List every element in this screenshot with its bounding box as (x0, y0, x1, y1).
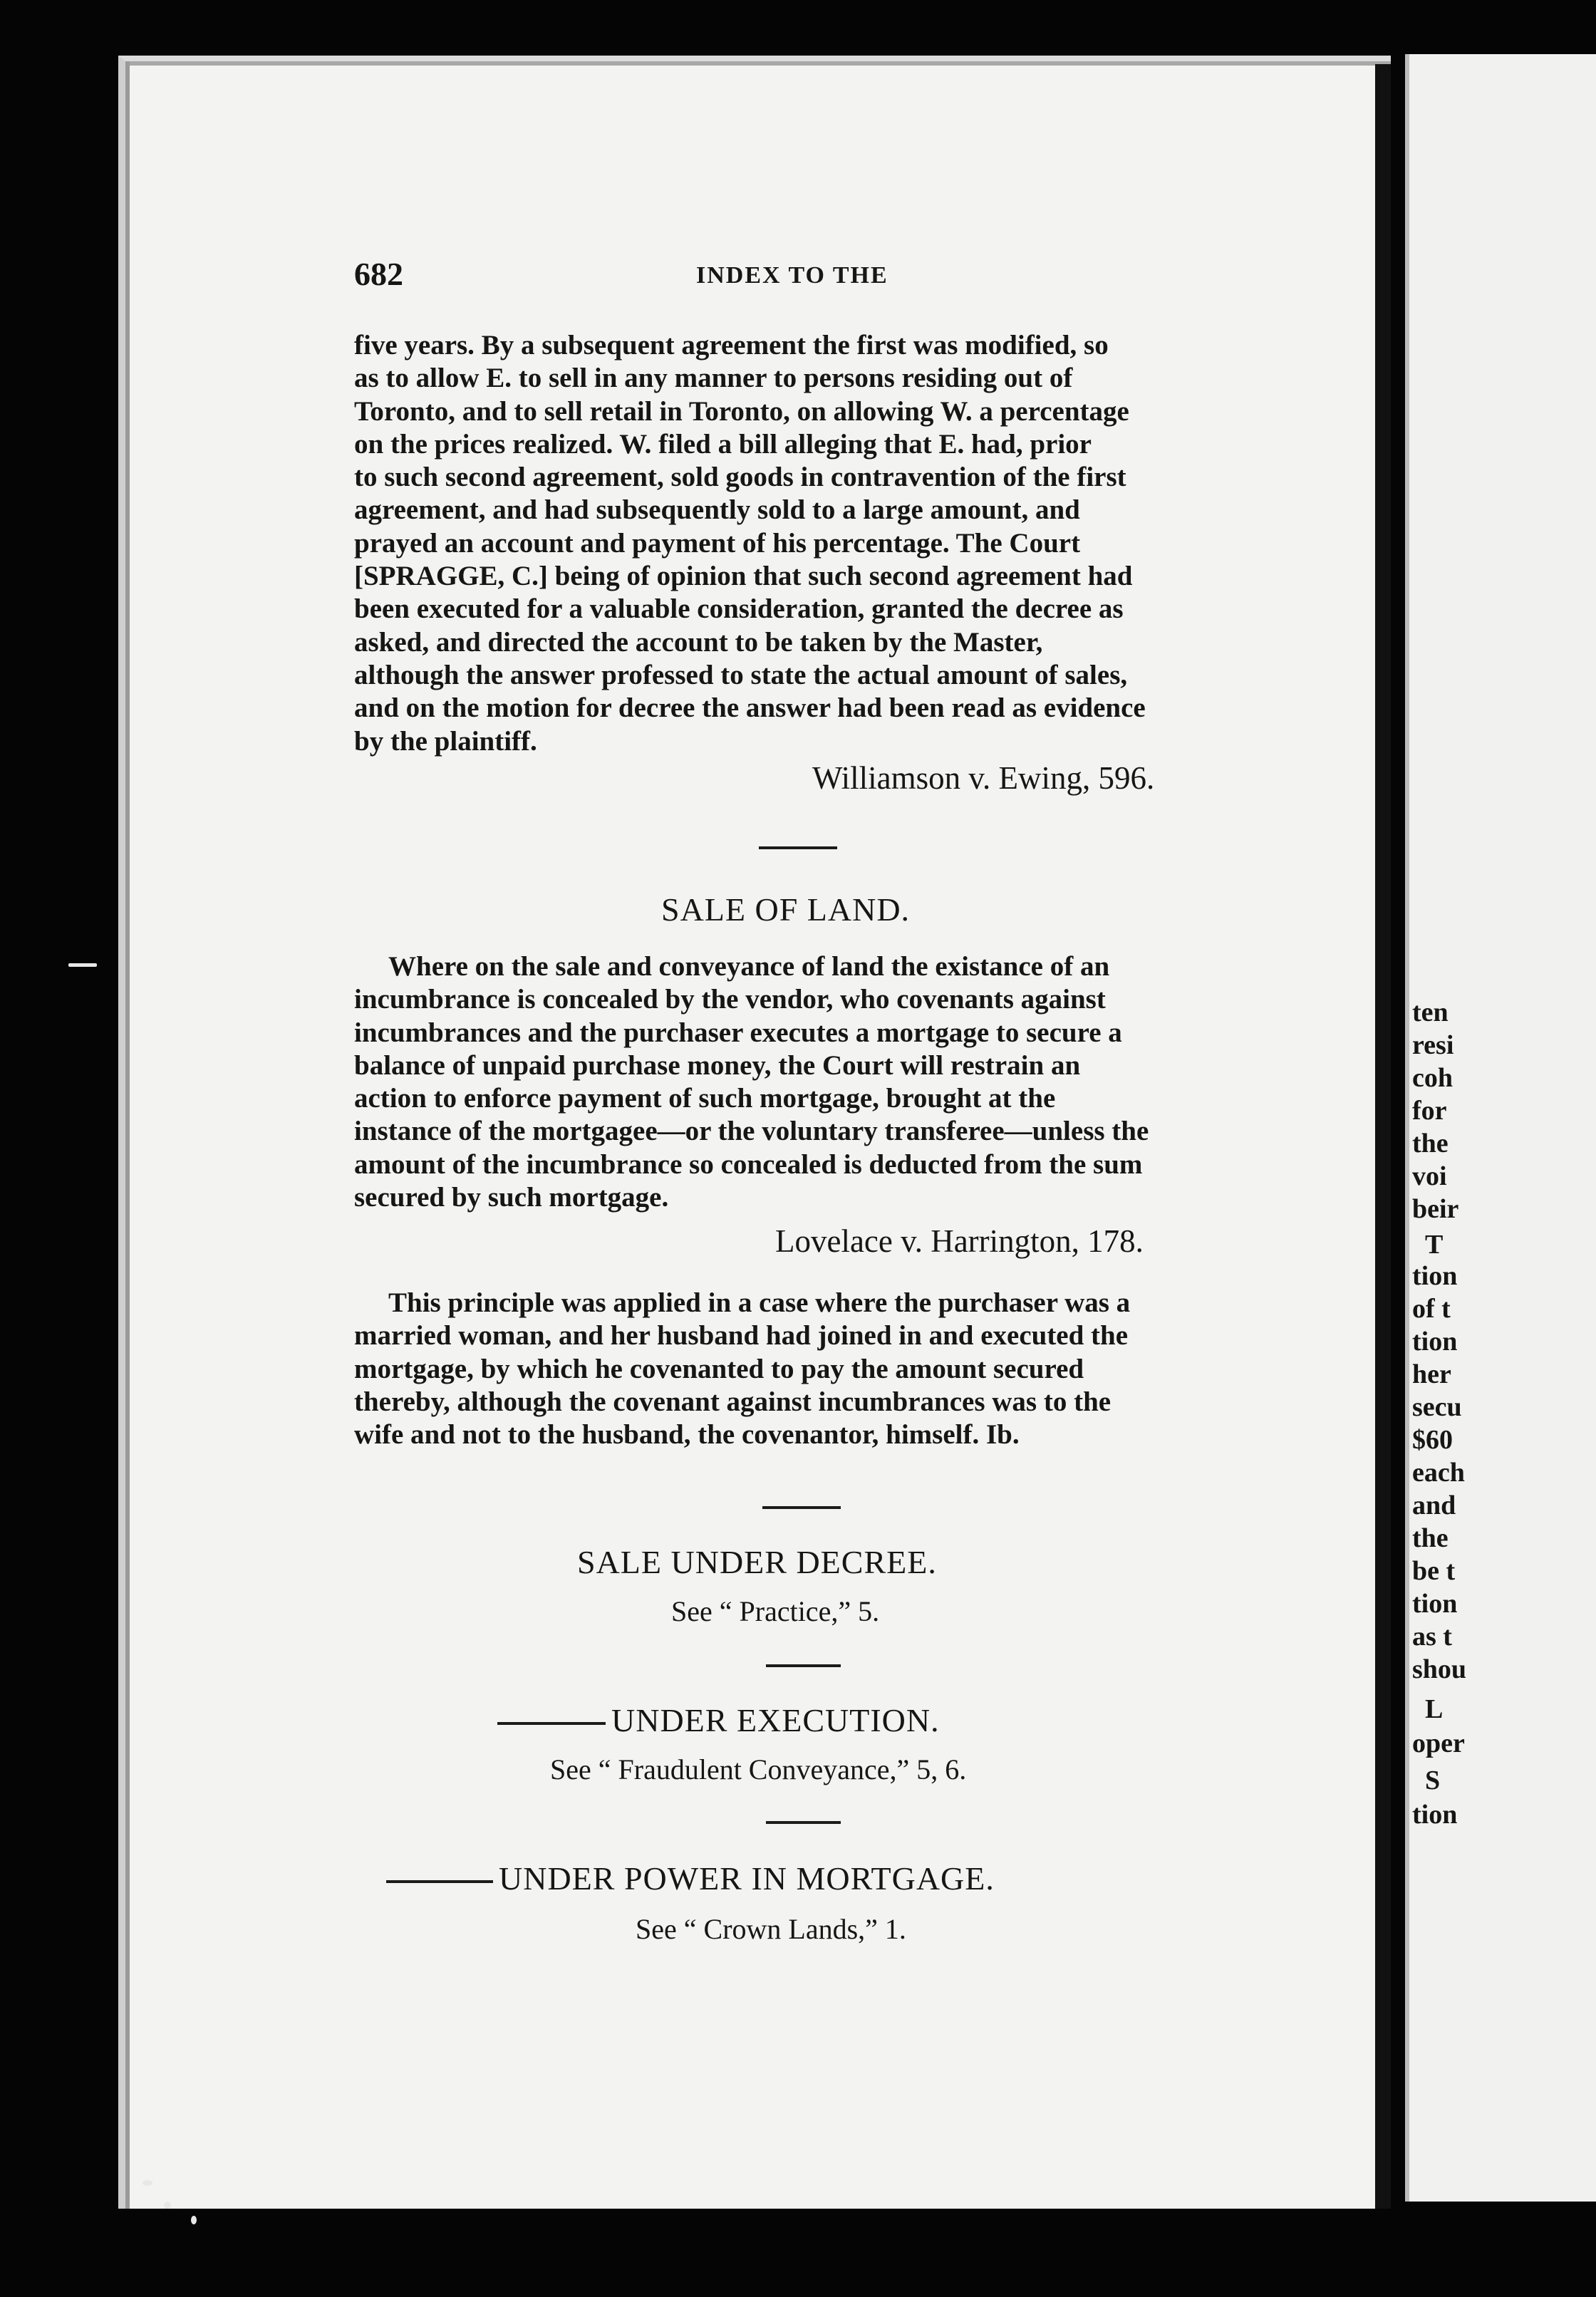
intro-line: as to allow E. to sell in any manner to persons residing out of (354, 363, 1073, 394)
facing-page-fragment: oper (1412, 1728, 1465, 1758)
paragraph-line: This principle was applied in a case where the purchaser was a (388, 1287, 1131, 1318)
heading-under-power-in-mortgage (386, 1860, 995, 1897)
facing-page-fragment: shou (1412, 1654, 1467, 1684)
sale-of-land-paragraph-1 (354, 950, 1245, 1214)
facing-page-fragment: the (1412, 1129, 1449, 1158)
heading-text: UNDER EXECUTION. (611, 1702, 940, 1738)
scan-speck (68, 963, 97, 967)
facing-page-fragment: the (1412, 1523, 1449, 1553)
paragraph-line: mortgage, by which he covenanted to pay the amount secured (354, 1353, 1084, 1384)
page-gutter (1375, 64, 1391, 2209)
intro-line: agreement, and had subsequently sold to a large amount, and (354, 494, 1080, 526)
facing-page-fragment: for (1412, 1096, 1447, 1126)
paragraph-line: action to enforce payment of such mortgage, brought at the (354, 1083, 1056, 1114)
paragraph-line: thereby, although the covenant against incumbrances was to the (354, 1386, 1112, 1417)
facing-page-fragment: be t (1412, 1556, 1456, 1586)
cross-reference-practice: See “ Practice,” 5. (671, 1595, 880, 1627)
paragraph-line: secured by such mortgage. (354, 1182, 669, 1213)
paragraph-line: Where on the sale and conveyance of land the existance of an (388, 951, 1110, 982)
intro-line: been executed for a valuable consideration, granted the decree as (354, 593, 1124, 625)
facing-page-fragment: tion (1412, 1800, 1458, 1830)
intro-line: to such second agreement, sold goods in contravention of the first (354, 462, 1126, 493)
paragraph-line: incumbrances and the purchaser executes a mortgage to secure a (354, 1017, 1122, 1048)
paragraph-line: instance of the mortgagee—or the voluntary transferee—unless the (354, 1116, 1149, 1147)
facing-page-fragment: L (1425, 1694, 1444, 1724)
paragraph-line: incumbrance is concealed by the vendor, who covenants against (354, 984, 1106, 1015)
intro-line: five years. By a subsequent agreement the first was modified, so (354, 330, 1109, 361)
page-number: 682 (354, 256, 403, 292)
facing-page-fragment: S (1425, 1765, 1441, 1795)
intro-line: and on the motion for decree the answer had been read as evidence (354, 693, 1146, 724)
facing-page-fragment: ten (1412, 997, 1449, 1027)
intro-paragraph (354, 329, 1245, 758)
facing-page-fragment: resi (1412, 1030, 1454, 1060)
heading-sale-under-decree: SALE UNDER DECREE. (577, 1544, 937, 1580)
intro-line: prayed an account and payment of his percentage. The Court (354, 527, 1081, 559)
sale-of-land-paragraph-2 (354, 1287, 1245, 1451)
paragraph-line: wife and not to the husband, the covenantor, himself. Ib. (354, 1419, 1020, 1451)
facing-page (1405, 54, 1596, 2202)
section-rule (766, 1821, 841, 1824)
paragraph-line: married woman, and her husband had joined in and executed the (354, 1320, 1129, 1352)
facing-page-fragment: $60 (1412, 1425, 1453, 1455)
facing-page-fragment: of t (1412, 1294, 1451, 1324)
citation-lovelace: Lovelace v. Harrington, 178. (775, 1223, 1144, 1259)
intro-line: asked, and directed the account to be taken by the Master, (354, 626, 1043, 658)
citation-williamson: Williamson v. Ewing, 596. (812, 760, 1155, 796)
facing-page-fragment: tion (1412, 1589, 1458, 1619)
scan-speck (191, 2216, 197, 2224)
heading-under-execution (497, 1701, 940, 1739)
ditto-dash (386, 1880, 493, 1883)
section-rule (762, 1506, 841, 1509)
facing-page-fragment: T (1425, 1230, 1444, 1260)
heading-sale-of-land: SALE OF LAND. (661, 891, 911, 928)
intro-line: by the plaintiff. (354, 725, 537, 757)
intro-line: [SPRAGGE, C.] being of opinion that such second agreement had (354, 561, 1133, 592)
facing-page-fragment: beir (1412, 1194, 1459, 1224)
facing-page-fragment: coh (1412, 1063, 1453, 1093)
intro-line: although the answer professed to state the actual amount of sales, (354, 659, 1128, 690)
cross-reference-fraudulent-conveyance: See “ Fraudulent Conveyance,” 5, 6. (550, 1753, 967, 1785)
facing-page-fragment: secu (1412, 1392, 1462, 1422)
heading-text: UNDER POWER IN MORTGAGE. (499, 1860, 995, 1897)
paragraph-line: balance of unpaid purchase money, the Court will restrain an (354, 1049, 1081, 1081)
ditto-dash (497, 1722, 606, 1725)
scan-speck (164, 2202, 171, 2209)
paragraph-line: amount of the incumbrance so concealed is deducted from the sum (354, 1148, 1143, 1180)
scan-speck (142, 2180, 152, 2186)
running-head: INDEX TO THE (696, 262, 888, 289)
facing-page-fragment: her (1412, 1359, 1451, 1389)
facing-page-fragment: as t (1412, 1622, 1452, 1652)
section-rule (766, 1664, 841, 1667)
facing-page-fragment: tion (1412, 1261, 1458, 1291)
facing-page-fragment: voi (1412, 1161, 1447, 1191)
facing-page-fragment: tion (1412, 1327, 1458, 1357)
cross-reference-crown-lands: See “ Crown Lands,” 1. (636, 1913, 906, 1945)
page-header (354, 255, 1216, 298)
section-rule (759, 846, 837, 849)
facing-page-fragment: and (1412, 1490, 1456, 1520)
facing-page-fragment: each (1412, 1458, 1465, 1488)
intro-line: on the prices realized. W. filed a bill alleging that E. had, prior (354, 428, 1092, 460)
intro-line: Toronto, and to sell retail in Toronto, on allowing W. a percentage (354, 395, 1129, 427)
